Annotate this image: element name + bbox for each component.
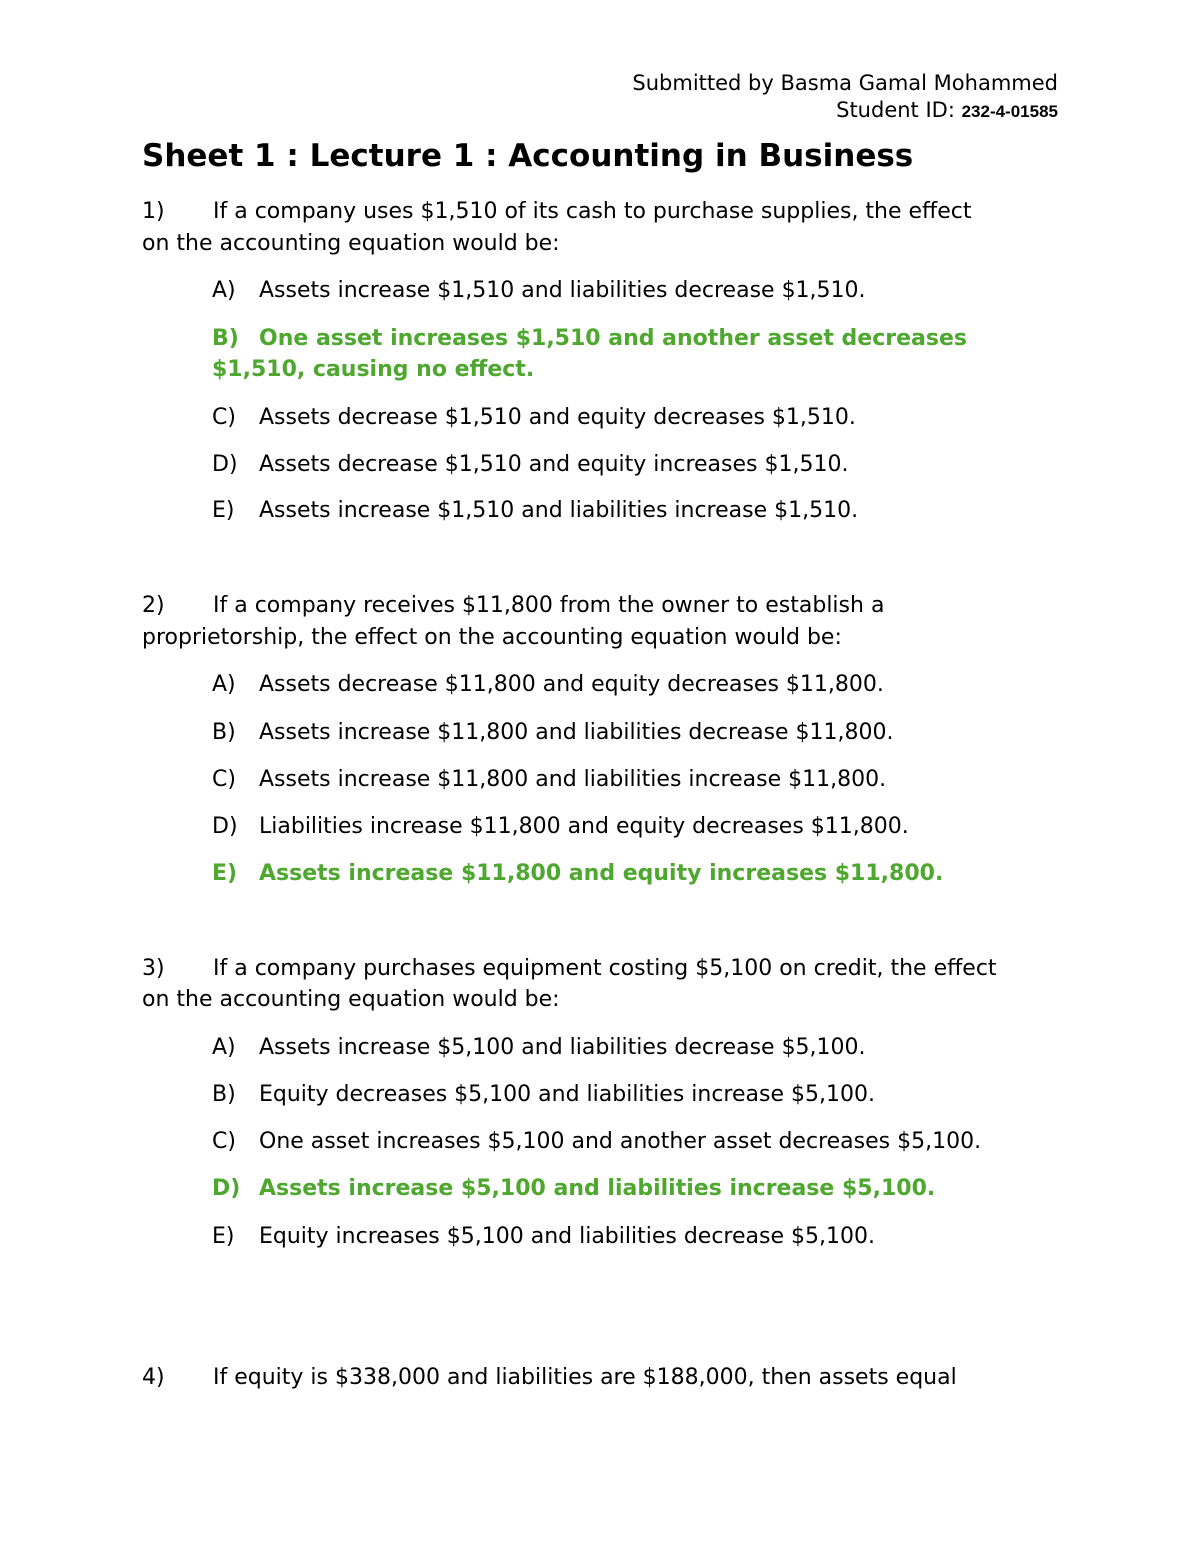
option-text: Liabilities increase $11,800 and equity decreases $11,800. (259, 814, 909, 839)
option-letter: E) (212, 498, 235, 523)
option-text: One asset increases $1,510 and another asset decreases (259, 326, 967, 351)
option-letter: B) (212, 720, 236, 745)
question-1-line-2: on the accounting equation would be: (142, 231, 560, 256)
question-3-line-2: on the accounting equation would be: (142, 987, 560, 1012)
question-3-option-d-correct (212, 1173, 935, 1205)
option-text: Assets increase $1,510 and liabilities decrease $1,510. (259, 278, 866, 303)
option-letter: D) (212, 452, 238, 477)
question-1-option-b-correct (212, 323, 967, 355)
option-text: Assets increase $11,800 and liabilities increase $11,800. (259, 767, 887, 792)
question-2-option-d (212, 811, 909, 843)
question-1-option-d (212, 449, 848, 481)
question-3-option-b (212, 1079, 875, 1111)
option-text: Assets increase $5,100 and liabilities decrease $5,100. (259, 1035, 866, 1060)
question-1-option-c (212, 402, 856, 434)
submitted-by-text: Submitted by Basma Gamal Mohammed (632, 71, 1058, 95)
question-2-number: 2) (142, 593, 165, 618)
option-text: Assets increase $1,510 and liabilities increase $1,510. (259, 498, 859, 523)
option-text: Assets decrease $1,510 and equity increases $1,510. (259, 452, 849, 477)
student-id-label: Student ID: (836, 98, 962, 122)
question-1-option-a (212, 275, 866, 307)
option-text: Equity increases $5,100 and liabilities decrease $5,100. (259, 1224, 875, 1249)
page-title: Sheet 1 : Lecture 1 : Accounting in Business (142, 138, 914, 174)
question-1-line-1 (142, 196, 971, 228)
option-text: Assets increase $5,100 and liabilities increase $5,100. (259, 1176, 936, 1201)
option-letter: D) (212, 1176, 241, 1201)
question-2-option-c (212, 764, 886, 796)
student-id-line (632, 97, 1058, 125)
question-4-number: 4) (142, 1365, 165, 1390)
option-letter: C) (212, 767, 236, 792)
option-letter: B) (212, 1082, 236, 1107)
question-1-number: 1) (142, 199, 165, 224)
option-text: Assets decrease $11,800 and equity decreases $11,800. (259, 672, 884, 697)
option-letter: B) (212, 326, 239, 351)
question-4-line-1 (142, 1362, 957, 1394)
option-letter: C) (212, 1129, 236, 1154)
question-2-option-e-correct (212, 858, 943, 890)
option-text: Equity decreases $5,100 and liabilities increase $5,100. (259, 1082, 875, 1107)
question-1-option-b-correct-line-2: $1,510, causing no effect. (212, 357, 535, 382)
question-2-text: If a company receives $11,800 from the owner to establish a (213, 593, 885, 618)
option-text: Assets increase $11,800 and equity increases $11,800. (259, 861, 944, 886)
option-text: One asset increases $5,100 and another asset decreases $5,100. (259, 1129, 982, 1154)
question-3-number: 3) (142, 956, 165, 981)
question-2-option-a (212, 669, 884, 701)
question-2-option-b (212, 717, 894, 749)
option-text: Assets increase $11,800 and liabilities decrease $11,800. (259, 720, 894, 745)
option-letter: A) (212, 1035, 236, 1060)
option-letter: E) (212, 861, 238, 886)
question-3-option-c (212, 1126, 981, 1158)
question-3-option-a (212, 1032, 866, 1064)
student-id-value: 232-4-01585 (961, 102, 1058, 121)
option-letter: E) (212, 1224, 235, 1249)
question-1-option-e (212, 495, 858, 527)
submission-header (632, 70, 1058, 125)
option-text: Assets decrease $1,510 and equity decreases $1,510. (259, 405, 856, 430)
option-letter: A) (212, 278, 236, 303)
question-2-line-1 (142, 590, 884, 622)
question-4-text: If equity is $338,000 and liabilities are $188,000, then assets equal (213, 1365, 957, 1390)
question-3-text: If a company purchases equipment costing $5,100 on credit, the effect (213, 956, 997, 981)
question-2-line-2: proprietorship, the effect on the accounting equation would be: (142, 625, 842, 650)
question-3-option-e (212, 1221, 875, 1253)
question-3-line-1 (142, 953, 997, 985)
option-letter: A) (212, 672, 236, 697)
option-letter: D) (212, 814, 238, 839)
question-1-text: If a company uses $1,510 of its cash to purchase supplies, the effect (213, 199, 972, 224)
option-letter: C) (212, 405, 236, 430)
